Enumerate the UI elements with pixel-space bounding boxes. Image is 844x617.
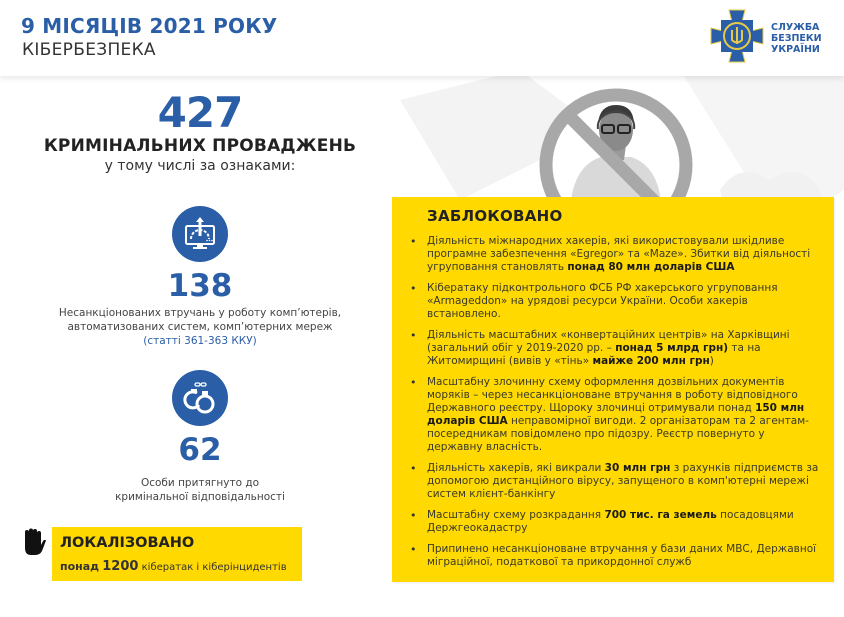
- item-text: Масштабну злочинну схему оформлення дозвільних документів моряків – через несанкціоноване втручання в роботу відповідного Державного реєстру. Щороку злочинці отримували понад: [427, 376, 798, 414]
- persons-charged-stat: [40, 370, 360, 504]
- highlighted-amount: 700 тис. га земель: [604, 509, 717, 521]
- logo-line: УКРАЇНИ: [771, 44, 820, 55]
- item-text: ): [709, 355, 714, 367]
- unauthorized-interference-stat: [40, 206, 360, 348]
- localized-text: [60, 559, 287, 574]
- highlighted-amount: 150 млн доларів США: [427, 402, 805, 427]
- computer-gear-upload-icon: [172, 206, 228, 262]
- handcuffs-icon: [172, 370, 228, 426]
- sbu-logo-text: [771, 22, 822, 55]
- description-line: Несанкціонованих втручань у роботу комп’ютерів,: [58, 307, 342, 319]
- criminal-proceedings-subheading: у тому числі за ознаками:: [104, 158, 296, 174]
- prohibited-hacker-photo-icon: [536, 85, 696, 200]
- localized-prefix: понад: [60, 560, 100, 573]
- highlighted-amount: понад 80 млн доларів США: [567, 261, 735, 273]
- criminal-proceedings-heading: КРИМІНАЛЬНИХ ПРОВАДЖЕНЬ: [43, 136, 357, 156]
- description-line: кримінальної відповідальності: [115, 491, 285, 503]
- blocked-list-item: [410, 462, 822, 501]
- blocked-list-item: [410, 235, 822, 274]
- item-text: Діяльність масштабних «конвертаційних центрів» на Харківщині (загальний обіг у 2019-2020 рр. –: [427, 329, 790, 354]
- localized-box: [52, 527, 302, 581]
- item-text: з рахунків підприємств за допомогою дистанційного вірусу, запущеного в комп'ютерні мережі систем клієнт-банкінгу: [427, 462, 819, 500]
- sbu-logo: [709, 8, 834, 66]
- highlighted-amount: понад 5 млрд грн): [615, 342, 729, 354]
- unauthorized-interference-count: 138: [167, 268, 233, 304]
- highlighted-amount: 30 млн грн: [604, 462, 671, 474]
- logo-line: БЕЗПЕКИ: [771, 33, 822, 44]
- item-text: Кібератаку підконтрольного ФСБ РФ хакерського угруповання «Armageddon» на урядові ресурси України. Особи хакерів встановлено.: [427, 282, 778, 320]
- localized-count: 1200: [102, 559, 139, 574]
- localized-title: ЛОКАЛІЗОВАНО: [60, 535, 195, 551]
- stop-hand-icon: [20, 528, 46, 556]
- persons-charged-count: 62: [178, 432, 222, 468]
- blocked-title: ЗАБЛОКОВАНО: [427, 207, 563, 225]
- item-text: посадовцями Держгеокадастру: [427, 509, 794, 534]
- blocked-list-item: [410, 282, 822, 321]
- logo-line: СЛУЖБА: [771, 22, 820, 33]
- item-text: Масштабну схему розкрадання: [427, 509, 605, 521]
- persons-charged-description: [40, 476, 360, 504]
- blocked-panel: [392, 197, 834, 582]
- criminal-proceedings-stat: [0, 90, 400, 174]
- blocked-list-item: [410, 509, 822, 535]
- blocked-list-item: [410, 329, 822, 368]
- blocked-list-item: [410, 543, 822, 569]
- description-line: автоматизованих систем, комп’ютерних мереж: [67, 321, 333, 333]
- item-text: Діяльність міжнародних хакерів, які використовували шкідливе програмне забезпечення «Egregor» та «Maze». Збитки від діяльності угруповання становлять: [427, 235, 811, 273]
- page-header: [0, 0, 844, 76]
- localized-suffix: кібератак і кіберінцидентів: [141, 562, 287, 573]
- item-text: та на Житомирщині (вивів у «тінь»: [427, 342, 761, 367]
- page-title: 9 МІСЯЦІВ 2021 РОКУ: [21, 14, 278, 38]
- item-text: неправомірної вигоди. 2 організаторам та 2 агентам-посередникам повідомлено про підозру. Реєстр повернуто у державну власність.: [427, 415, 809, 453]
- item-text: Припинено несанкціоноване втручання у бази даних МВС, Державної міграційної, податкової та прикордонної служб: [427, 543, 817, 568]
- unauthorized-interference-description: [40, 306, 360, 348]
- criminal-code-reference: (статті 361-363 ККУ): [143, 335, 257, 347]
- blocked-list-item: [410, 376, 822, 454]
- highlighted-amount: майже 200 млн грн: [592, 355, 710, 367]
- criminal-proceedings-count: 427: [157, 88, 243, 137]
- item-text: Діяльність хакерів, які викрали: [427, 462, 605, 474]
- page-subtitle: КІБЕРБЕЗПЕКА: [22, 40, 156, 60]
- blocked-list: [410, 235, 822, 577]
- sbu-cross-emblem-icon: [709, 8, 765, 64]
- description-line: Особи притягнуто до: [140, 477, 260, 489]
